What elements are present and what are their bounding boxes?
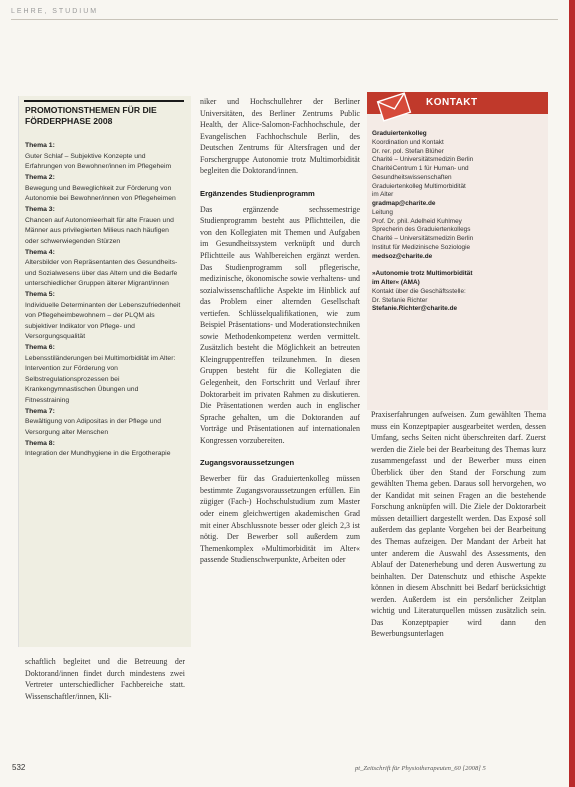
theme-text: Individuelle Determinanten der Lebenszufriedenheit von Pflegeheimbewohnern – der PLQM als subjektiver Indikator von Pflege- und Versorgungsqualität	[25, 301, 181, 340]
theme-item	[25, 173, 183, 205]
kontakt-line: medsoz@charite.de	[372, 252, 433, 260]
kontakt-line: Charité – Universitätsmedizin Berlin	[372, 235, 474, 242]
kontakt-line: Graduiertenkolleg	[372, 130, 427, 137]
kontakt-line: gradmap@charite.de	[372, 200, 436, 207]
kontakt-line: Leitung	[372, 208, 393, 216]
theme-item	[25, 439, 183, 460]
theme-item	[25, 407, 183, 439]
theme-item	[25, 141, 183, 173]
body-paragraph: niker und Hochschullehrer der Berliner Universitäten, des Berliner Zentrums Public Health, der Alice-Salomon-Fachhochschule, der Evangelischen Fachhochschule Berlin, des Deutschen Zentrums für Altersfragen und der Forschergruppe Autonomie trotz Multimorbidität begleiten die Doktorand/innen.	[200, 97, 360, 176]
kontakt-line: Kontakt über die Geschäftsstelle:	[372, 287, 466, 295]
kontakt-title: KONTAKT	[426, 97, 478, 108]
theme-item	[25, 205, 183, 247]
kontakt-block	[372, 270, 544, 314]
column2	[200, 96, 360, 566]
kontakt-line: CharitéCentrum 1 für Human- und	[372, 165, 469, 172]
kontakt-line: Graduiertenkolleg Multimorbidität	[372, 182, 466, 190]
theme-text: Bewegung und Beweglichkeit zur Förderung von Autonomie bei Bewohner/innen von Pflegeheimen	[25, 184, 176, 202]
theme-name: Thema 8:	[25, 439, 55, 447]
theme-item	[25, 248, 183, 290]
kontakt-line: Dr. rer. pol. Stefan Blüher	[372, 147, 444, 155]
page-edge-accent	[569, 0, 575, 787]
kontakt-line: Institut für Medizinische Soziologie	[372, 243, 471, 251]
theme-item	[25, 343, 183, 406]
header-rule	[11, 19, 558, 20]
kontakt-line: Prof. Dr. phil. Adelheid Kuhlmey	[372, 217, 462, 225]
theme-name: Thema 5:	[25, 291, 55, 298]
kontakt-line: im Alter	[372, 191, 394, 199]
journal-footer: pt_Zeitschrift für Physiotherapeuten_60 [2008] 5	[355, 765, 486, 772]
theme-text: Integration der Mundhygiene in die Ergotherapie	[25, 450, 171, 457]
body-paragraph: Das ergänzende sechssemestrige Studienprogramm besteht aus Pflichtteilen, die von den Kollegiaten mit Themen und Aufgaben im Gesundheitssystem verknüpft und durch Pflichtteile aus Wahlbereichen ergänzt werden. Das Studienprogramm soll pflegerische, medizinische, ökonomische sowie verhaltens- und sozialwissenschaftliche Aspekte im Hinblick auf das Problem einer alternden Gesellschaft vertiefen. Schlüsselqualifikationen, wie zum Beispiel Präsentations- und Moderationstechniken sowie Methodenkompetenz werden vermittelt. Zusätzlich besteht die Möglichkeit an betreuten Kleingruppentreffen teilzunehmen. In diesen Gruppen besteht für die Kollegiaten die Gelegenheit, den Fortschritt und Verlauf ihrer Doktorarbeit im privaten Rahmen zu diskutieren. Die Präsentationen werden auch in englischer Sprache gehalten, um die Doktoranden auf Vorträge und Präsentationen auf internationalen Kongressen vorzubereiten.	[200, 204, 360, 445]
kontakt-line: Dr. Stefanie Richter	[372, 296, 428, 304]
themes-list	[25, 141, 183, 460]
kontakt-line: Stefanie.Richter@charite.de	[372, 305, 458, 313]
column1-body-text: schaftlich begleitet und die Betreuung der Doktorand/innen findet durch mindestens zwei Vertreter unterschiedlicher Fachbereiche statt. Wissenschaftler/innen, Kli-	[25, 657, 185, 701]
theme-text: Altersbilder von Repräsentanten des Gesundheits- und Sozialwesens über das Altern und die Bedarfe unterschiedlicher Gruppen älterer Migrant/innen	[25, 259, 178, 287]
column3-body-text: Praxiserfahrungen aufweisen. Zum gewählten Thema muss ein Konzeptpapier ausgearbeitet werden, dessen Umfang, sechs Seiten nicht überschreiten darf. Zuerst werden die Ziele bei der Bearbeitung des Themas kurz zusammengefasst und der Bewerber muss einen Überblick über den Stand der Forschung zum gewählten Thema geben. Daraus soll hervorgehen, wo der Kandidat mit seinen Fragen an die bestehende Forschung anknüpfen will. Die Ziele der Doktorarbeit müssen detailliert dargestellt werden. Das Exposé soll außerdem das geplante Vorgehen bei der Bearbeitung des Themas aufzeigen. Der Mandant der Arbeit hat unter anderem die Auswahl des Assessments, den Ablauf der Datenerhebung und deren Auswertung zu beinhalten. Der Datenschutz und ethische Aspekte können in diesem Abschnitt bei Bedarf berücksichtigt werden. Außerdem ist ein persönlicher Zeitplan wichtig und Literaturquellen müssen zusätzlich sein. Das Konzeptpapier wird dann den Bewerbungsunterlagen	[371, 410, 546, 639]
subheading: Zugangsvoraussetzungen	[200, 458, 295, 468]
kontakt-body	[372, 130, 544, 314]
theme-text: Guter Schlaf – Subjektive Konzepte und Erfahrungen von Bewohner/innen im Pflegeheim	[25, 152, 172, 170]
kontakt-line: Koordination und Kontakt	[372, 138, 444, 146]
subheading: Ergänzendes Studienprogramm	[200, 188, 315, 198]
theme-name: Thema 2:	[25, 174, 55, 181]
theme-text: Chancen auf Autonomieerhalt für alte Frauen und Männer aus privilegierten Milieus nach häufigen oder schwerwiegenden Stürzen	[25, 216, 174, 245]
theme-name: Thema 7:	[25, 407, 55, 415]
kontakt-line: Gesundheitswissenschaften	[372, 173, 452, 181]
theme-text: Lebensstiländerungen bei Multimorbidität im Alter: Intervention zur Förderung von Selbstregulationsprozessen bei Krankengymnastischen Übungen und Fitnesstraining	[25, 354, 176, 404]
theme-name: Thema 3:	[25, 206, 55, 213]
kontakt-line: im Alter« (AMA)	[372, 279, 420, 286]
sidebar-rule	[24, 100, 184, 102]
page-number: 532	[12, 763, 26, 772]
sidebar-title: PROMOTIONSTHEMEN FÜR DIE FÖRDERPHASE 2008	[25, 105, 157, 126]
theme-item	[25, 290, 183, 343]
envelope-icon	[375, 88, 413, 126]
theme-name: Thema 1:	[25, 142, 55, 149]
kontakt-line: Charité – Universitätsmedizin Berlin	[372, 156, 474, 164]
theme-name: Thema 4:	[25, 248, 55, 256]
theme-name: Thema 6:	[25, 344, 55, 351]
kontakt-line: »Autonomie trotz Multimorbidität	[372, 270, 473, 278]
kontakt-line: Sprecherin des Graduiertenkollegs	[372, 226, 471, 234]
kontakt-block	[372, 130, 544, 261]
theme-text: Bewältigung von Adipositas in der Pflege und Versorgung alter Menschen	[25, 418, 162, 436]
body-paragraph: Bewerber für das Graduiertenkolleg müssen bestimmte Zugangsvoraussetzungen erfüllen. Ein zügiger (Fach-) Hochschulstudium zum Master oder einem gleichwertigen akademischen Grad mit einer Abschlussnote besser oder gleich 2,3 ist nötig. Der Bewerber soll außerdem zum Themenkomplex »Multimorbidität im Alter« passende Studienschwerpunkte, Arbeiten oder	[200, 474, 360, 565]
section-label: LEHRE, STUDIUM	[11, 8, 99, 15]
